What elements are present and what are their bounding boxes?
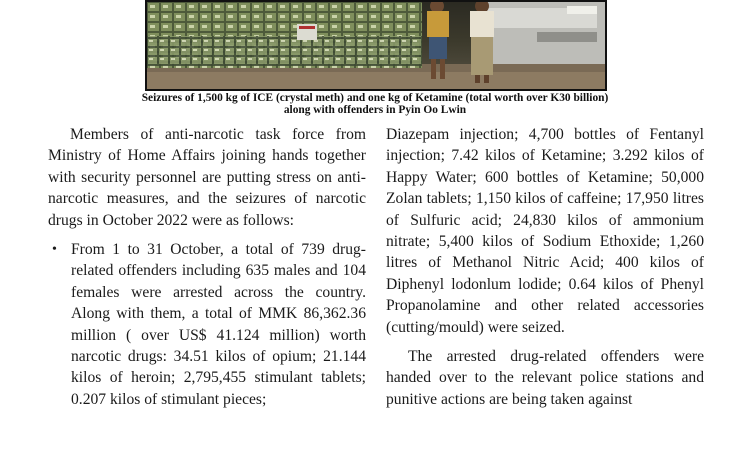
caption-line-1: Seizures of 1,500 kg of ICE (crystal meth) and one kg of Ketamine (total worth over K30 billion) (141, 92, 609, 104)
left-column (48, 124, 366, 410)
bullet-dot-icon: • (52, 242, 57, 258)
right-column (386, 124, 704, 410)
caption-line-2: along with offenders in Pyin Oo Lwin (283, 104, 467, 116)
offenders-paragraph: The arrested drug-related offenders were handed over to the relevant police stations and punitive actions are being taken against (386, 348, 704, 408)
intro-paragraph: Members of anti-narcotic task force from Ministry of Home Affairs joining hands together with security personnel are putting stress on anti-narcotic measures, and the seizures of narcotic drugs in October 2022 were as follows: (48, 126, 366, 229)
photo-caption (110, 92, 640, 116)
bullet-text: From 1 to 31 October, a total of 739 drug-related offenders including 635 males and 104 females were arrested across the country. Along with them, a total of MMK 86,362.36 million ( over US$ 41.124 million) worth narcotic drugs: 34.51 kilos of opium; 21.144 kilos of heroin; 2,795,455 stimulant tablets; 0.207 kilos of stimulant pieces; (71, 241, 366, 408)
seizure-photo (145, 0, 607, 91)
continuation-paragraph: Diazepam injection; 4,700 bottles of Fentanyl injection; 7.42 kilos of Ketamine; 3.292 kilos of Happy Water; 600 bottles of Ketamine; 50,000 Zolan tablets; 1,150 kilos of caffeine; 17,950 litres of Sulfuric acid; 24,830 kilos of ammonium nitrate; 5,400 kilos of Sodium Ethoxide; 1,260 litres of Methanol Nitric Acid; 400 kilos of Diphenyl lodonlum lodide; 0.64 kilos of Phenyl Propanolamine and other related accessories (cutting/mould) were seized. (386, 126, 704, 336)
bullet-item (48, 239, 366, 410)
seizure-photo-drawing (147, 2, 605, 89)
